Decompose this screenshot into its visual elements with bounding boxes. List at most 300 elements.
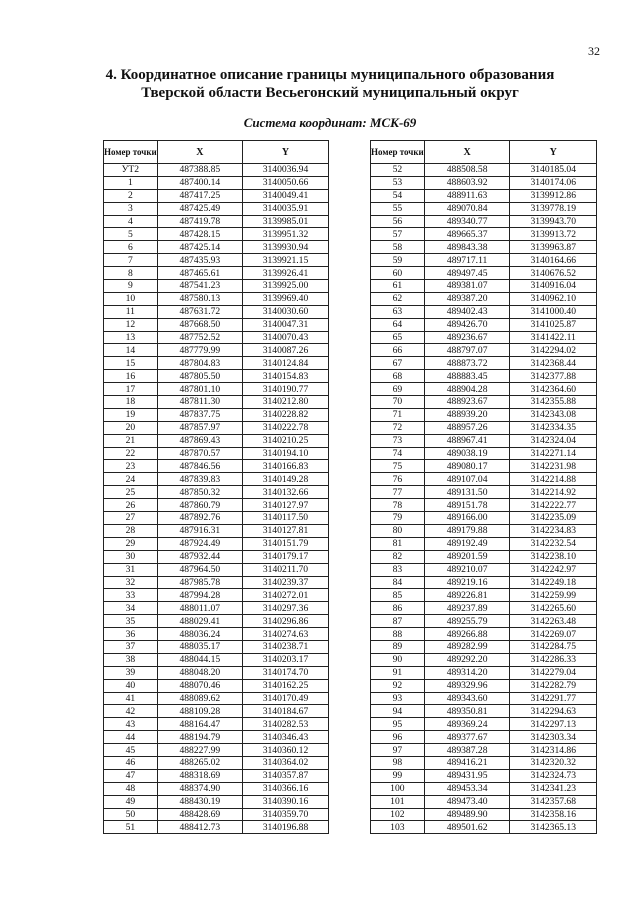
y-coordinate-cell: 3139951.32 (242, 228, 328, 241)
point-number-cell: 47 (104, 769, 158, 782)
y-coordinate-cell: 3139969.40 (242, 292, 328, 305)
point-number-cell: 102 (371, 808, 425, 821)
x-coordinate-cell: 488109.28 (157, 705, 242, 718)
y-coordinate-cell: 3142234.83 (510, 524, 597, 537)
y-coordinate-cell: 3142365.13 (510, 821, 597, 834)
table-row (104, 692, 329, 705)
point-number-cell: 46 (104, 756, 158, 769)
point-number-cell: 55 (371, 202, 425, 215)
x-coordinate-cell: 488029.41 (157, 615, 242, 628)
y-coordinate-cell: 3140203.17 (242, 653, 328, 666)
x-coordinate-cell: 487839.83 (157, 473, 242, 486)
table-row (371, 447, 597, 460)
point-number-cell: 68 (371, 370, 425, 383)
y-coordinate-cell: 3142341.23 (510, 782, 597, 795)
point-number-cell: 74 (371, 447, 425, 460)
x-coordinate-cell: 488967.41 (424, 434, 510, 447)
table-row (104, 241, 329, 254)
x-coordinate-cell: 488048.20 (157, 666, 242, 679)
point-number-cell: 58 (371, 241, 425, 254)
point-number-cell: 70 (371, 396, 425, 409)
table-row (371, 460, 597, 473)
x-coordinate-cell: 489179.88 (424, 524, 510, 537)
table-row (371, 744, 597, 757)
point-number-cell: 3 (104, 202, 158, 215)
y-coordinate-cell: 3140194.10 (242, 447, 328, 460)
y-coordinate-cell: 3142284.75 (510, 640, 597, 653)
x-coordinate-cell: 489080.17 (424, 460, 510, 473)
point-number-cell: 59 (371, 254, 425, 267)
x-coordinate-cell: 487916.31 (157, 524, 242, 537)
point-number-cell: 93 (371, 692, 425, 705)
x-coordinate-cell: 487425.49 (157, 202, 242, 215)
x-coordinate-cell: 487465.61 (157, 267, 242, 280)
y-coordinate-cell: 3140174.70 (242, 666, 328, 679)
x-coordinate-cell: 488035.17 (157, 640, 242, 653)
y-coordinate-cell: 3140296.86 (242, 615, 328, 628)
point-number-cell: 79 (371, 512, 425, 525)
x-coordinate-cell: 488227.99 (157, 744, 242, 757)
y-coordinate-cell: 3140185.04 (510, 164, 597, 177)
x-coordinate-cell: 489329.96 (424, 679, 510, 692)
y-coordinate-cell: 3142282.79 (510, 679, 597, 692)
x-coordinate-cell: 489501.62 (424, 821, 510, 834)
table-row (371, 486, 597, 499)
table-row (104, 808, 329, 821)
table-row (371, 666, 597, 679)
table-row (104, 769, 329, 782)
table-row (104, 756, 329, 769)
y-coordinate-cell: 3142259.99 (510, 589, 597, 602)
table-row (371, 718, 597, 731)
x-coordinate-cell: 489219.16 (424, 576, 510, 589)
y-coordinate-cell: 3141422.11 (510, 331, 597, 344)
x-coordinate-cell: 487964.50 (157, 563, 242, 576)
y-coordinate-cell: 3140222.78 (242, 421, 328, 434)
table-row (371, 795, 597, 808)
point-number-cell: 48 (104, 782, 158, 795)
y-coordinate-cell: 3142222.77 (510, 499, 597, 512)
table-row (104, 447, 329, 460)
x-coordinate-cell: 488412.73 (157, 821, 242, 834)
point-number-cell: 63 (371, 305, 425, 318)
x-coordinate-cell: 488939.20 (424, 408, 510, 421)
table-row (371, 421, 597, 434)
table-row (371, 331, 597, 344)
x-coordinate-cell: 489473.40 (424, 795, 510, 808)
x-coordinate-cell: 489453.34 (424, 782, 510, 795)
y-coordinate-cell: 3140196.88 (242, 821, 328, 834)
x-coordinate-cell: 487811.30 (157, 396, 242, 409)
page-number: 32 (588, 44, 600, 58)
x-coordinate-cell: 488089.62 (157, 692, 242, 705)
table-row (104, 524, 329, 537)
x-coordinate-cell: 487805.50 (157, 370, 242, 383)
point-number-cell: 73 (371, 434, 425, 447)
point-number-cell: 85 (371, 589, 425, 602)
y-coordinate-cell: 3140676.52 (510, 267, 597, 280)
table-row (371, 821, 597, 834)
point-number-cell: 98 (371, 756, 425, 769)
table-row (371, 524, 597, 537)
y-coordinate-cell: 3142377.88 (510, 370, 597, 383)
point-number-cell: 25 (104, 486, 158, 499)
x-coordinate-cell: 488164.47 (157, 718, 242, 731)
table-row (104, 267, 329, 280)
x-coordinate-cell: 489237.89 (424, 602, 510, 615)
x-coordinate-cell: 488508.58 (424, 164, 510, 177)
table-row (371, 318, 597, 331)
point-number-cell: 38 (104, 653, 158, 666)
y-coordinate-cell: 3141000.40 (510, 305, 597, 318)
y-coordinate-cell: 3142238.10 (510, 550, 597, 563)
y-coordinate-cell: 3140117.50 (242, 512, 328, 525)
y-coordinate-cell: 3142294.63 (510, 705, 597, 718)
point-number-cell: 97 (371, 744, 425, 757)
x-coordinate-cell: 487435.93 (157, 254, 242, 267)
point-number-cell: 64 (371, 318, 425, 331)
y-coordinate-cell: 3142263.48 (510, 615, 597, 628)
x-coordinate-cell: 489266.88 (424, 628, 510, 641)
point-number-cell: 67 (371, 357, 425, 370)
table-row (371, 305, 597, 318)
x-coordinate-cell: 488797.07 (424, 344, 510, 357)
table-row (104, 602, 329, 615)
y-coordinate-cell: 3139778.19 (510, 202, 597, 215)
y-coordinate-cell: 3140239.37 (242, 576, 328, 589)
y-coordinate-cell: 3140164.66 (510, 254, 597, 267)
point-number-cell: 16 (104, 370, 158, 383)
point-number-cell: 51 (104, 821, 158, 834)
table-row (371, 228, 597, 241)
x-coordinate-cell: 489426.70 (424, 318, 510, 331)
point-number-cell: 92 (371, 679, 425, 692)
y-coordinate-cell: 3142242.97 (510, 563, 597, 576)
point-number-cell: 89 (371, 640, 425, 653)
point-number-cell: 40 (104, 679, 158, 692)
y-coordinate-cell: 3140047.31 (242, 318, 328, 331)
x-coordinate-cell: 487668.50 (157, 318, 242, 331)
y-coordinate-cell: 3140359.70 (242, 808, 328, 821)
x-coordinate-cell: 489166.00 (424, 512, 510, 525)
header-x: X (157, 141, 242, 164)
y-coordinate-cell: 3140036.94 (242, 164, 328, 177)
table-row (104, 202, 329, 215)
x-coordinate-cell: 487400.14 (157, 176, 242, 189)
point-number-cell: 49 (104, 795, 158, 808)
point-number-cell: 33 (104, 589, 158, 602)
x-coordinate-cell: 489131.50 (424, 486, 510, 499)
x-coordinate-cell: 488374.90 (157, 782, 242, 795)
table-row (104, 563, 329, 576)
y-coordinate-cell: 3142249.18 (510, 576, 597, 589)
y-coordinate-cell: 3140962.10 (510, 292, 597, 305)
point-number-cell: 1 (104, 176, 158, 189)
point-number-cell: 56 (371, 215, 425, 228)
table-row (104, 280, 329, 293)
x-coordinate-cell: 489350.81 (424, 705, 510, 718)
x-coordinate-cell: 487850.32 (157, 486, 242, 499)
x-coordinate-cell: 487985.78 (157, 576, 242, 589)
point-number-cell: 10 (104, 292, 158, 305)
table-row (371, 164, 597, 177)
x-coordinate-cell: 487857.97 (157, 421, 242, 434)
point-number-cell: 66 (371, 344, 425, 357)
point-number-cell: 19 (104, 408, 158, 421)
x-coordinate-cell: 489314.20 (424, 666, 510, 679)
y-coordinate-cell: 3142214.92 (510, 486, 597, 499)
point-number-cell: 22 (104, 447, 158, 460)
table-row (104, 486, 329, 499)
table-row (104, 782, 329, 795)
point-number-cell: 12 (104, 318, 158, 331)
title-line-1: 4. Координатное описание границы муниципального образования (105, 67, 555, 83)
y-coordinate-cell: 3142303.34 (510, 731, 597, 744)
point-number-cell: 60 (371, 267, 425, 280)
point-number-cell: 100 (371, 782, 425, 795)
y-coordinate-cell: 3142357.68 (510, 795, 597, 808)
y-coordinate-cell: 3140149.28 (242, 473, 328, 486)
x-coordinate-cell: 487994.28 (157, 589, 242, 602)
y-coordinate-cell: 3140162.25 (242, 679, 328, 692)
x-coordinate-cell: 489282.99 (424, 640, 510, 653)
y-coordinate-cell: 3140210.25 (242, 434, 328, 447)
table-row (371, 215, 597, 228)
y-coordinate-cell: 3140070.43 (242, 331, 328, 344)
y-coordinate-cell: 3140282.53 (242, 718, 328, 731)
point-number-cell: 26 (104, 499, 158, 512)
x-coordinate-cell: 487846.56 (157, 460, 242, 473)
point-number-cell: 34 (104, 602, 158, 615)
y-coordinate-cell: 3139913.72 (510, 228, 597, 241)
table-row (371, 280, 597, 293)
table-row (371, 189, 597, 202)
point-number-cell: 43 (104, 718, 158, 731)
point-number-cell: 21 (104, 434, 158, 447)
coordinate-system-caption: Система координат: МСК-69 (243, 115, 417, 130)
y-coordinate-cell: 3140050.66 (242, 176, 328, 189)
point-number-cell: 88 (371, 628, 425, 641)
x-coordinate-cell: 489340.77 (424, 215, 510, 228)
table-row (371, 292, 597, 305)
x-coordinate-cell: 487419.78 (157, 215, 242, 228)
x-coordinate-cell: 488911.63 (424, 189, 510, 202)
table-row (371, 679, 597, 692)
table-row (371, 383, 597, 396)
y-coordinate-cell: 3140272.01 (242, 589, 328, 602)
x-coordinate-cell: 487417.25 (157, 189, 242, 202)
point-number-cell: 77 (371, 486, 425, 499)
table-row (371, 241, 597, 254)
coordinates-table-right (370, 140, 597, 834)
x-coordinate-cell: 489665.37 (424, 228, 510, 241)
y-coordinate-cell: 3141025.87 (510, 318, 597, 331)
point-number-cell: 72 (371, 421, 425, 434)
y-coordinate-cell: 3140170.49 (242, 692, 328, 705)
x-coordinate-cell: 489151.78 (424, 499, 510, 512)
y-coordinate-cell: 3142265.60 (510, 602, 597, 615)
x-coordinate-cell: 489201.59 (424, 550, 510, 563)
x-coordinate-cell: 489210.07 (424, 563, 510, 576)
y-coordinate-cell: 3142324.04 (510, 434, 597, 447)
table-row (104, 499, 329, 512)
table-header-row (104, 141, 329, 164)
table-row (104, 512, 329, 525)
table-row (371, 370, 597, 383)
y-coordinate-cell: 3140127.81 (242, 524, 328, 537)
table-row (104, 305, 329, 318)
table-row (104, 318, 329, 331)
table-row (371, 408, 597, 421)
table-row (104, 434, 329, 447)
point-number-cell: 8 (104, 267, 158, 280)
table-header-row (371, 141, 597, 164)
y-coordinate-cell: 3142334.35 (510, 421, 597, 434)
x-coordinate-cell: 487752.52 (157, 331, 242, 344)
point-number-cell: 78 (371, 499, 425, 512)
table-row (104, 731, 329, 744)
table-row (104, 615, 329, 628)
point-number-cell: 24 (104, 473, 158, 486)
point-number-cell: 4 (104, 215, 158, 228)
page-title (60, 66, 600, 102)
table-row (371, 602, 597, 615)
table-row (371, 267, 597, 280)
point-number-cell: 52 (371, 164, 425, 177)
x-coordinate-cell: 488904.28 (424, 383, 510, 396)
point-number-cell: 39 (104, 666, 158, 679)
y-coordinate-cell: 3139930.94 (242, 241, 328, 254)
point-number-cell: 15 (104, 357, 158, 370)
y-coordinate-cell: 3140049.41 (242, 189, 328, 202)
x-coordinate-cell: 487388.85 (157, 164, 242, 177)
point-number-cell: 27 (104, 512, 158, 525)
x-coordinate-cell: 489192.49 (424, 537, 510, 550)
point-number-cell: 57 (371, 228, 425, 241)
y-coordinate-cell: 3142269.07 (510, 628, 597, 641)
y-coordinate-cell: 3140916.04 (510, 280, 597, 293)
point-number-cell: 87 (371, 615, 425, 628)
point-number-cell: 50 (104, 808, 158, 821)
title-line-2: Тверской области Весьегонский муниципальный округ (141, 85, 519, 101)
header-y: Y (242, 141, 328, 164)
point-number-cell: 32 (104, 576, 158, 589)
point-number-cell: 30 (104, 550, 158, 563)
point-number-cell: 101 (371, 795, 425, 808)
x-coordinate-cell: 487541.23 (157, 280, 242, 293)
point-number-cell: 54 (371, 189, 425, 202)
point-number-cell: 42 (104, 705, 158, 718)
table-row (104, 176, 329, 189)
point-number-cell: 28 (104, 524, 158, 537)
point-number-cell: 61 (371, 280, 425, 293)
x-coordinate-cell: 488036.24 (157, 628, 242, 641)
table-row (104, 215, 329, 228)
x-coordinate-cell: 489292.20 (424, 653, 510, 666)
table-row (371, 473, 597, 486)
point-number-cell: 17 (104, 383, 158, 396)
x-coordinate-cell: 488318.69 (157, 769, 242, 782)
x-coordinate-cell: 488603.92 (424, 176, 510, 189)
y-coordinate-cell: 3142235.09 (510, 512, 597, 525)
y-coordinate-cell: 3142279.04 (510, 666, 597, 679)
x-coordinate-cell: 489236.67 (424, 331, 510, 344)
table-row (371, 434, 597, 447)
y-coordinate-cell: 3140184.67 (242, 705, 328, 718)
table-row (104, 576, 329, 589)
y-coordinate-cell: 3142324.73 (510, 769, 597, 782)
table-row (104, 589, 329, 602)
table-row (104, 254, 329, 267)
x-coordinate-cell: 487860.79 (157, 499, 242, 512)
x-coordinate-cell: 487892.76 (157, 512, 242, 525)
y-coordinate-cell: 3140151.79 (242, 537, 328, 550)
x-coordinate-cell: 489387.20 (424, 292, 510, 305)
point-number-cell: 44 (104, 731, 158, 744)
point-number-cell: 53 (371, 176, 425, 189)
table-row (104, 370, 329, 383)
y-coordinate-cell: 3140238.71 (242, 640, 328, 653)
table-row (371, 396, 597, 409)
header-point-number: Номер точки (104, 141, 158, 164)
y-coordinate-cell: 3142320.32 (510, 756, 597, 769)
table-row (104, 189, 329, 202)
point-number-cell: 99 (371, 769, 425, 782)
table-row (371, 344, 597, 357)
x-coordinate-cell: 487801.10 (157, 383, 242, 396)
y-coordinate-cell: 3139921.15 (242, 254, 328, 267)
x-coordinate-cell: 487428.15 (157, 228, 242, 241)
table-row (104, 705, 329, 718)
point-number-cell: 35 (104, 615, 158, 628)
table-row (104, 628, 329, 641)
y-coordinate-cell: 3139963.87 (510, 241, 597, 254)
x-coordinate-cell: 488957.26 (424, 421, 510, 434)
y-coordinate-cell: 3139985.01 (242, 215, 328, 228)
point-number-cell: 71 (371, 408, 425, 421)
table-row (104, 666, 329, 679)
x-coordinate-cell: 487425.14 (157, 241, 242, 254)
x-coordinate-cell: 487837.75 (157, 408, 242, 421)
x-coordinate-cell: 487779.99 (157, 344, 242, 357)
point-number-cell: 37 (104, 640, 158, 653)
x-coordinate-cell: 489381.07 (424, 280, 510, 293)
x-coordinate-cell: 487804.83 (157, 357, 242, 370)
point-number-cell: 81 (371, 537, 425, 550)
table-row (371, 512, 597, 525)
x-coordinate-cell: 489070.84 (424, 202, 510, 215)
x-coordinate-cell: 488873.72 (424, 357, 510, 370)
table-row (371, 357, 597, 370)
y-coordinate-cell: 3140211.70 (242, 563, 328, 576)
y-coordinate-cell: 3142355.88 (510, 396, 597, 409)
y-coordinate-cell: 3140228.82 (242, 408, 328, 421)
y-coordinate-cell: 3139926.41 (242, 267, 328, 280)
table-row (371, 176, 597, 189)
y-coordinate-cell: 3140274.63 (242, 628, 328, 641)
table-row (371, 576, 597, 589)
table-row (104, 653, 329, 666)
x-coordinate-cell: 487869.43 (157, 434, 242, 447)
point-number-cell: 14 (104, 344, 158, 357)
table-row (371, 808, 597, 821)
y-coordinate-cell: 3142314.86 (510, 744, 597, 757)
x-coordinate-cell: 489431.95 (424, 769, 510, 782)
x-coordinate-cell: 489255.79 (424, 615, 510, 628)
y-coordinate-cell: 3142294.02 (510, 344, 597, 357)
point-number-cell: 86 (371, 602, 425, 615)
y-coordinate-cell: 3142232.54 (510, 537, 597, 550)
